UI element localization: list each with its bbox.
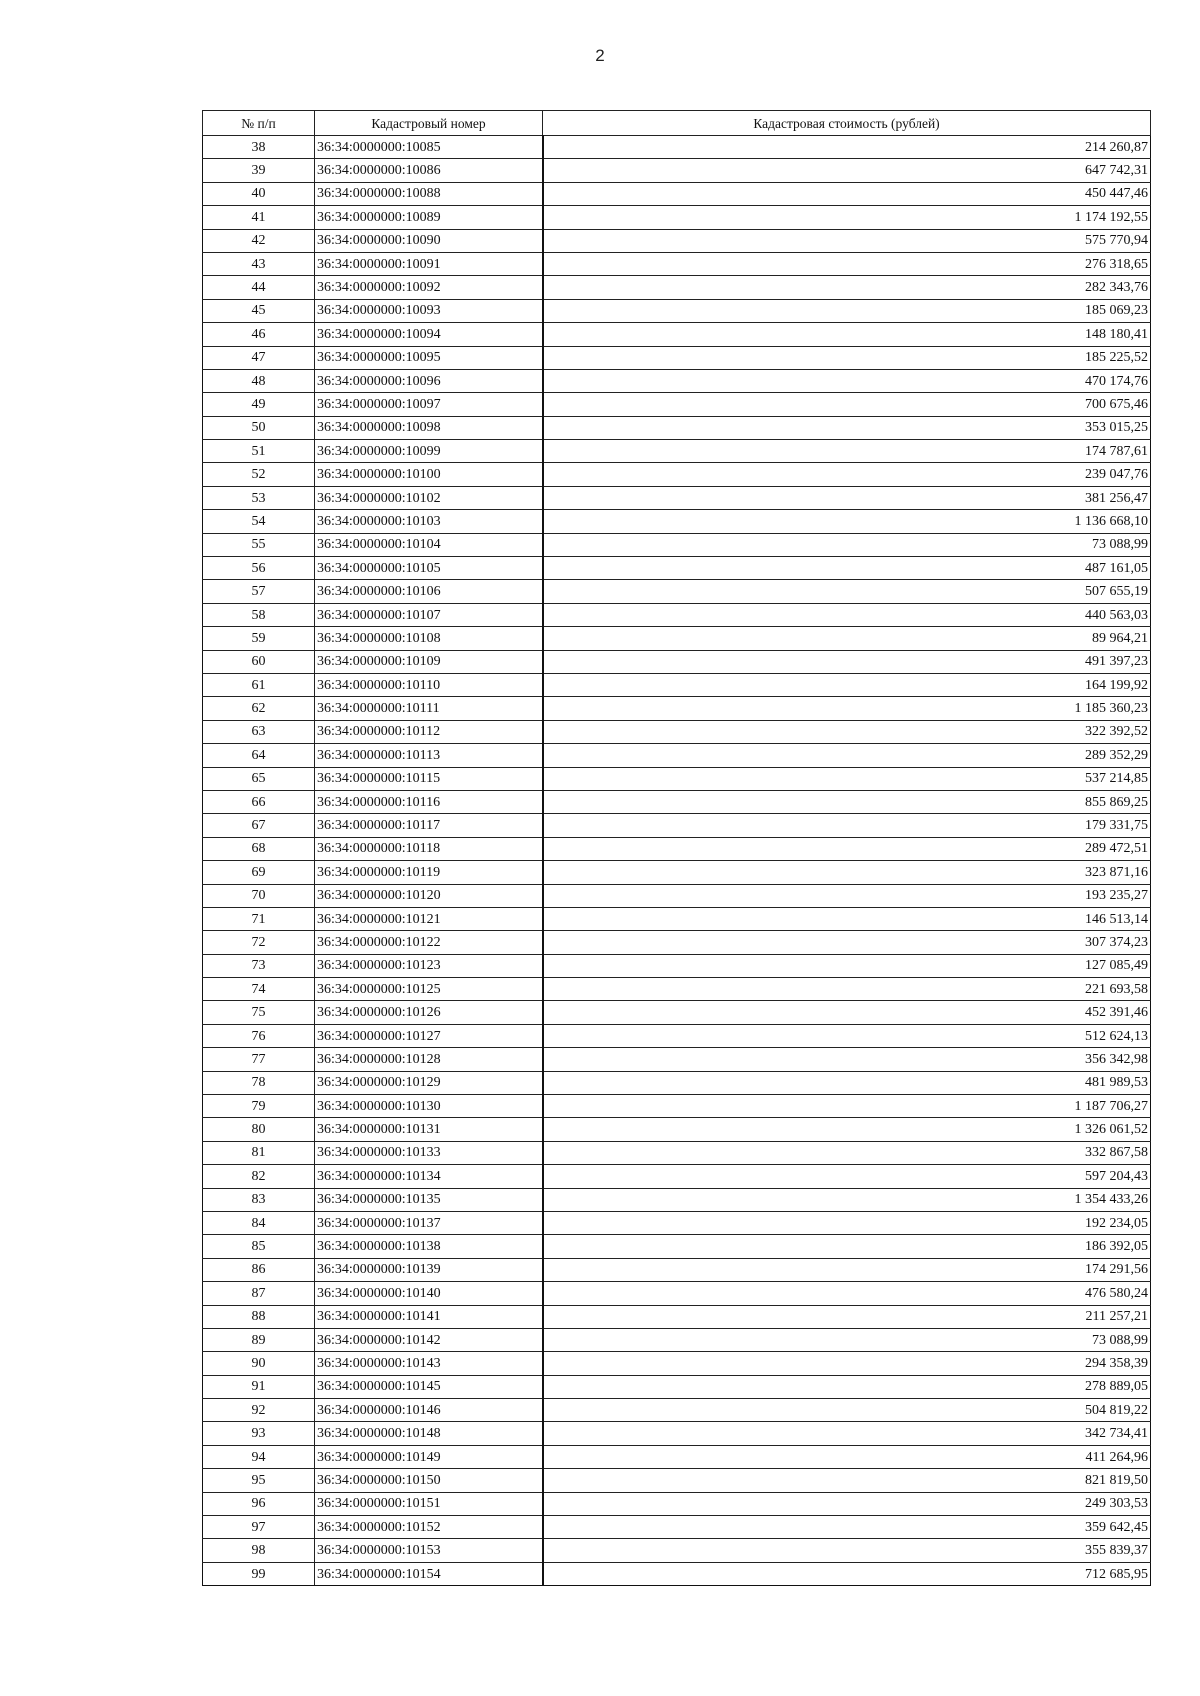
row-number-cell: 59	[203, 627, 315, 650]
cadastral-number-cell: 36:34:0000000:10151	[315, 1492, 543, 1515]
table-row	[203, 954, 1151, 977]
cadastral-value-cell: 452 391,46	[543, 1001, 1151, 1024]
cadastral-value-cell: 470 174,76	[543, 369, 1151, 392]
row-number-cell: 55	[203, 533, 315, 556]
table-body	[203, 136, 1151, 1586]
cadastral-number-cell: 36:34:0000000:10137	[315, 1211, 543, 1234]
table-row	[203, 1352, 1151, 1375]
row-number-cell: 51	[203, 440, 315, 463]
cadastral-value-cell: 174 291,56	[543, 1258, 1151, 1281]
row-number-cell: 88	[203, 1305, 315, 1328]
table-row	[203, 1328, 1151, 1351]
cadastral-number-cell: 36:34:0000000:10088	[315, 182, 543, 205]
cadastral-number-cell: 36:34:0000000:10118	[315, 837, 543, 860]
cadastral-number-cell: 36:34:0000000:10110	[315, 673, 543, 696]
header-cadastral-number: Кадастровый номер	[315, 111, 543, 136]
table-row	[203, 790, 1151, 813]
table-row	[203, 1048, 1151, 1071]
cadastral-number-cell: 36:34:0000000:10149	[315, 1445, 543, 1468]
cadastral-number-cell: 36:34:0000000:10141	[315, 1305, 543, 1328]
cadastral-value-cell: 164 199,92	[543, 673, 1151, 696]
cadastral-value-cell: 440 563,03	[543, 603, 1151, 626]
cadastral-number-cell: 36:34:0000000:10123	[315, 954, 543, 977]
cadastral-value-cell: 1 174 192,55	[543, 206, 1151, 229]
row-number-cell: 89	[203, 1328, 315, 1351]
row-number-cell: 93	[203, 1422, 315, 1445]
row-number-cell: 40	[203, 182, 315, 205]
cadastral-value-cell: 289 352,29	[543, 744, 1151, 767]
cadastral-number-cell: 36:34:0000000:10093	[315, 299, 543, 322]
cadastral-value-cell: 174 787,61	[543, 440, 1151, 463]
row-number-cell: 46	[203, 323, 315, 346]
cadastral-value-cell: 185 225,52	[543, 346, 1151, 369]
row-number-cell: 41	[203, 206, 315, 229]
row-number-cell: 76	[203, 1024, 315, 1047]
table-row	[203, 1071, 1151, 1094]
row-number-cell: 97	[203, 1516, 315, 1539]
cadastral-number-cell: 36:34:0000000:10098	[315, 416, 543, 439]
table-row	[203, 1422, 1151, 1445]
row-number-cell: 91	[203, 1375, 315, 1398]
row-number-cell: 44	[203, 276, 315, 299]
row-number-cell: 99	[203, 1562, 315, 1585]
table-row	[203, 697, 1151, 720]
cadastral-value-cell: 855 869,25	[543, 790, 1151, 813]
table-row	[203, 206, 1151, 229]
table-row	[203, 159, 1151, 182]
row-number-cell: 54	[203, 510, 315, 533]
row-number-cell: 48	[203, 369, 315, 392]
row-number-cell: 47	[203, 346, 315, 369]
table-row	[203, 1001, 1151, 1024]
cadastral-value-cell: 276 318,65	[543, 252, 1151, 275]
row-number-cell: 77	[203, 1048, 315, 1071]
table-row	[203, 907, 1151, 930]
row-number-cell: 52	[203, 463, 315, 486]
cadastral-value-cell: 1 326 061,52	[543, 1118, 1151, 1141]
row-number-cell: 49	[203, 393, 315, 416]
table-row	[203, 1516, 1151, 1539]
row-number-cell: 60	[203, 650, 315, 673]
cadastral-value-cell: 193 235,27	[543, 884, 1151, 907]
row-number-cell: 43	[203, 252, 315, 275]
cadastral-number-cell: 36:34:0000000:10086	[315, 159, 543, 182]
row-number-cell: 58	[203, 603, 315, 626]
cadastral-value-cell: 278 889,05	[543, 1375, 1151, 1398]
row-number-cell: 73	[203, 954, 315, 977]
cadastral-value-cell: 353 015,25	[543, 416, 1151, 439]
cadastral-number-cell: 36:34:0000000:10150	[315, 1469, 543, 1492]
cadastral-value-cell: 186 392,05	[543, 1235, 1151, 1258]
cadastral-number-cell: 36:34:0000000:10146	[315, 1399, 543, 1422]
cadastral-number-cell: 36:34:0000000:10100	[315, 463, 543, 486]
cadastral-value-cell: 712 685,95	[543, 1562, 1151, 1585]
table-row	[203, 1492, 1151, 1515]
table-row	[203, 1188, 1151, 1211]
cadastral-value-cell: 504 819,22	[543, 1399, 1151, 1422]
row-number-cell: 96	[203, 1492, 315, 1515]
cadastral-number-cell: 36:34:0000000:10153	[315, 1539, 543, 1562]
table-row	[203, 978, 1151, 1001]
cadastral-value-cell: 282 343,76	[543, 276, 1151, 299]
row-number-cell: 92	[203, 1399, 315, 1422]
cadastral-value-cell: 355 839,37	[543, 1539, 1151, 1562]
table-row	[203, 1539, 1151, 1562]
cadastral-value-cell: 307 374,23	[543, 931, 1151, 954]
table-row	[203, 393, 1151, 416]
row-number-cell: 66	[203, 790, 315, 813]
table-row	[203, 1562, 1151, 1585]
cadastral-number-cell: 36:34:0000000:10142	[315, 1328, 543, 1351]
cadastral-number-cell: 36:34:0000000:10121	[315, 907, 543, 930]
cadastral-number-cell: 36:34:0000000:10094	[315, 323, 543, 346]
cadastral-value-cell: 294 358,39	[543, 1352, 1151, 1375]
table-row	[203, 510, 1151, 533]
cadastral-number-cell: 36:34:0000000:10107	[315, 603, 543, 626]
cadastral-number-cell: 36:34:0000000:10117	[315, 814, 543, 837]
table-row	[203, 580, 1151, 603]
cadastral-number-cell: 36:34:0000000:10154	[315, 1562, 543, 1585]
cadastral-value-cell: 481 989,53	[543, 1071, 1151, 1094]
cadastral-number-cell: 36:34:0000000:10111	[315, 697, 543, 720]
cadastral-number-cell: 36:34:0000000:10119	[315, 861, 543, 884]
cadastral-value-cell: 323 871,16	[543, 861, 1151, 884]
row-number-cell: 87	[203, 1282, 315, 1305]
table-row	[203, 136, 1151, 159]
cadastral-value-cell: 450 447,46	[543, 182, 1151, 205]
row-number-cell: 69	[203, 861, 315, 884]
cadastral-number-cell: 36:34:0000000:10095	[315, 346, 543, 369]
cadastral-value-cell: 700 675,46	[543, 393, 1151, 416]
row-number-cell: 42	[203, 229, 315, 252]
cadastral-value-cell: 1 136 668,10	[543, 510, 1151, 533]
table-row	[203, 1258, 1151, 1281]
table-row	[203, 440, 1151, 463]
cadastral-number-cell: 36:34:0000000:10096	[315, 369, 543, 392]
cadastral-number-cell: 36:34:0000000:10129	[315, 1071, 543, 1094]
table-header	[203, 111, 1151, 136]
table-row	[203, 1141, 1151, 1164]
cadastral-number-cell: 36:34:0000000:10140	[315, 1282, 543, 1305]
table-row	[203, 1211, 1151, 1234]
page-number: 2	[595, 46, 605, 65]
row-number-cell: 81	[203, 1141, 315, 1164]
table-row	[203, 1282, 1151, 1305]
cadastral-number-cell: 36:34:0000000:10108	[315, 627, 543, 650]
cadastral-value-cell: 575 770,94	[543, 229, 1151, 252]
cadastral-number-cell: 36:34:0000000:10152	[315, 1516, 543, 1539]
cadastral-number-cell: 36:34:0000000:10126	[315, 1001, 543, 1024]
row-number-cell: 80	[203, 1118, 315, 1141]
table-row	[203, 1165, 1151, 1188]
cadastral-value-cell: 537 214,85	[543, 767, 1151, 790]
table-row	[203, 276, 1151, 299]
row-number-cell: 70	[203, 884, 315, 907]
cadastral-number-cell: 36:34:0000000:10113	[315, 744, 543, 767]
table-row	[203, 229, 1151, 252]
cadastral-value-cell: 487 161,05	[543, 557, 1151, 580]
table-row	[203, 1399, 1151, 1422]
cadastral-value-cell: 821 819,50	[543, 1469, 1151, 1492]
row-number-cell: 53	[203, 486, 315, 509]
cadastral-value-cell: 476 580,24	[543, 1282, 1151, 1305]
cadastral-number-cell: 36:34:0000000:10148	[315, 1422, 543, 1445]
cadastral-value-cell: 381 256,47	[543, 486, 1151, 509]
table-row	[203, 1024, 1151, 1047]
row-number-cell: 95	[203, 1469, 315, 1492]
table-row	[203, 767, 1151, 790]
row-number-cell: 72	[203, 931, 315, 954]
row-number-cell: 56	[203, 557, 315, 580]
row-number-cell: 90	[203, 1352, 315, 1375]
cadastral-value-cell: 507 655,19	[543, 580, 1151, 603]
cadastral-value-cell: 322 392,52	[543, 720, 1151, 743]
cadastral-value-cell: 249 303,53	[543, 1492, 1151, 1515]
cadastral-number-cell: 36:34:0000000:10120	[315, 884, 543, 907]
table-row	[203, 416, 1151, 439]
cadastral-value-cell: 211 257,21	[543, 1305, 1151, 1328]
table-row	[203, 1118, 1151, 1141]
cadastral-number-cell: 36:34:0000000:10097	[315, 393, 543, 416]
row-number-cell: 45	[203, 299, 315, 322]
cadastral-number-cell: 36:34:0000000:10143	[315, 1352, 543, 1375]
cadastral-value-cell: 1 354 433,26	[543, 1188, 1151, 1211]
row-number-cell: 79	[203, 1095, 315, 1118]
row-number-cell: 61	[203, 673, 315, 696]
header-cadastral-value: Кадастровая стоимость (рублей)	[543, 111, 1151, 136]
cadastral-number-cell: 36:34:0000000:10116	[315, 790, 543, 813]
cadastral-value-cell: 359 642,45	[543, 1516, 1151, 1539]
cadastral-number-cell: 36:34:0000000:10115	[315, 767, 543, 790]
cadastral-number-cell: 36:34:0000000:10112	[315, 720, 543, 743]
cadastral-value-cell: 289 472,51	[543, 837, 1151, 860]
cadastral-number-cell: 36:34:0000000:10122	[315, 931, 543, 954]
cadastral-value-cell: 332 867,58	[543, 1141, 1151, 1164]
row-number-cell: 94	[203, 1445, 315, 1468]
table-row	[203, 252, 1151, 275]
cadastral-value-cell: 342 734,41	[543, 1422, 1151, 1445]
cadastral-number-cell: 36:34:0000000:10135	[315, 1188, 543, 1211]
table-row	[203, 1095, 1151, 1118]
cadastral-number-cell: 36:34:0000000:10105	[315, 557, 543, 580]
row-number-cell: 82	[203, 1165, 315, 1188]
table-row	[203, 814, 1151, 837]
row-number-cell: 84	[203, 1211, 315, 1234]
cadastral-value-cell: 221 693,58	[543, 978, 1151, 1001]
table-row	[203, 650, 1151, 673]
cadastral-number-cell: 36:34:0000000:10145	[315, 1375, 543, 1398]
row-number-cell: 83	[203, 1188, 315, 1211]
table-row	[203, 1305, 1151, 1328]
cadastral-value-cell: 148 180,41	[543, 323, 1151, 346]
cadastral-number-cell: 36:34:0000000:10133	[315, 1141, 543, 1164]
cadastral-value-cell: 597 204,43	[543, 1165, 1151, 1188]
table-row	[203, 346, 1151, 369]
row-number-cell: 78	[203, 1071, 315, 1094]
cadastral-value-cell: 1 187 706,27	[543, 1095, 1151, 1118]
table-row	[203, 299, 1151, 322]
table-row	[203, 557, 1151, 580]
cadastral-number-cell: 36:34:0000000:10090	[315, 229, 543, 252]
row-number-cell: 68	[203, 837, 315, 860]
cadastral-value-cell: 127 085,49	[543, 954, 1151, 977]
cadastral-number-cell: 36:34:0000000:10138	[315, 1235, 543, 1258]
row-number-cell: 64	[203, 744, 315, 767]
table-row	[203, 1375, 1151, 1398]
header-row-number: № п/п	[203, 111, 315, 136]
cadastral-number-cell: 36:34:0000000:10099	[315, 440, 543, 463]
table-row	[203, 627, 1151, 650]
row-number-cell: 39	[203, 159, 315, 182]
table-row	[203, 486, 1151, 509]
cadastral-number-cell: 36:34:0000000:10125	[315, 978, 543, 1001]
cadastral-number-cell: 36:34:0000000:10130	[315, 1095, 543, 1118]
table-row	[203, 1445, 1151, 1468]
cadastral-value-cell: 73 088,99	[543, 533, 1151, 556]
row-number-cell: 98	[203, 1539, 315, 1562]
cadastral-number-cell: 36:34:0000000:10085	[315, 136, 543, 159]
table-row	[203, 931, 1151, 954]
header-row	[203, 111, 1151, 136]
table-row	[203, 861, 1151, 884]
cadastral-value-cell: 647 742,31	[543, 159, 1151, 182]
cadastral-value-cell: 192 234,05	[543, 1211, 1151, 1234]
cadastral-number-cell: 36:34:0000000:10092	[315, 276, 543, 299]
row-number-cell: 38	[203, 136, 315, 159]
table-row	[203, 603, 1151, 626]
row-number-cell: 65	[203, 767, 315, 790]
cadastral-number-cell: 36:34:0000000:10128	[315, 1048, 543, 1071]
row-number-cell: 71	[203, 907, 315, 930]
table-row	[203, 1469, 1151, 1492]
table-row	[203, 720, 1151, 743]
row-number-cell: 74	[203, 978, 315, 1001]
table-row	[203, 744, 1151, 767]
cadastral-value-cell: 356 342,98	[543, 1048, 1151, 1071]
row-number-cell: 86	[203, 1258, 315, 1281]
cadastral-value-cell: 239 047,76	[543, 463, 1151, 486]
table-row	[203, 323, 1151, 346]
cadastral-value-cell: 214 260,87	[543, 136, 1151, 159]
table-row	[203, 182, 1151, 205]
cadastral-number-cell: 36:34:0000000:10139	[315, 1258, 543, 1281]
cadastral-value-cell: 73 088,99	[543, 1328, 1151, 1351]
row-number-cell: 75	[203, 1001, 315, 1024]
cadastral-value-cell: 1 185 360,23	[543, 697, 1151, 720]
row-number-cell: 50	[203, 416, 315, 439]
cadastral-number-cell: 36:34:0000000:10103	[315, 510, 543, 533]
cadastral-value-cell: 146 513,14	[543, 907, 1151, 930]
cadastral-number-cell: 36:34:0000000:10131	[315, 1118, 543, 1141]
cadastral-value-table	[202, 110, 1151, 1586]
table-row	[203, 533, 1151, 556]
table-row	[203, 673, 1151, 696]
cadastral-number-cell: 36:34:0000000:10091	[315, 252, 543, 275]
row-number-cell: 63	[203, 720, 315, 743]
row-number-cell: 85	[203, 1235, 315, 1258]
cadastral-value-cell: 491 397,23	[543, 650, 1151, 673]
cadastral-value-cell: 411 264,96	[543, 1445, 1151, 1468]
row-number-cell: 57	[203, 580, 315, 603]
row-number-cell: 62	[203, 697, 315, 720]
cadastral-number-cell: 36:34:0000000:10127	[315, 1024, 543, 1047]
table-row	[203, 1235, 1151, 1258]
cadastral-number-cell: 36:34:0000000:10109	[315, 650, 543, 673]
table-row	[203, 369, 1151, 392]
cadastral-number-cell: 36:34:0000000:10102	[315, 486, 543, 509]
cadastral-number-cell: 36:34:0000000:10106	[315, 580, 543, 603]
table-row	[203, 837, 1151, 860]
cadastral-number-cell: 36:34:0000000:10089	[315, 206, 543, 229]
cadastral-value-cell: 179 331,75	[543, 814, 1151, 837]
cadastral-value-cell: 89 964,21	[543, 627, 1151, 650]
cadastral-value-cell: 185 069,23	[543, 299, 1151, 322]
table-row	[203, 463, 1151, 486]
cadastral-value-cell: 512 624,13	[543, 1024, 1151, 1047]
table-row	[203, 884, 1151, 907]
row-number-cell: 67	[203, 814, 315, 837]
cadastral-number-cell: 36:34:0000000:10104	[315, 533, 543, 556]
cadastral-number-cell: 36:34:0000000:10134	[315, 1165, 543, 1188]
